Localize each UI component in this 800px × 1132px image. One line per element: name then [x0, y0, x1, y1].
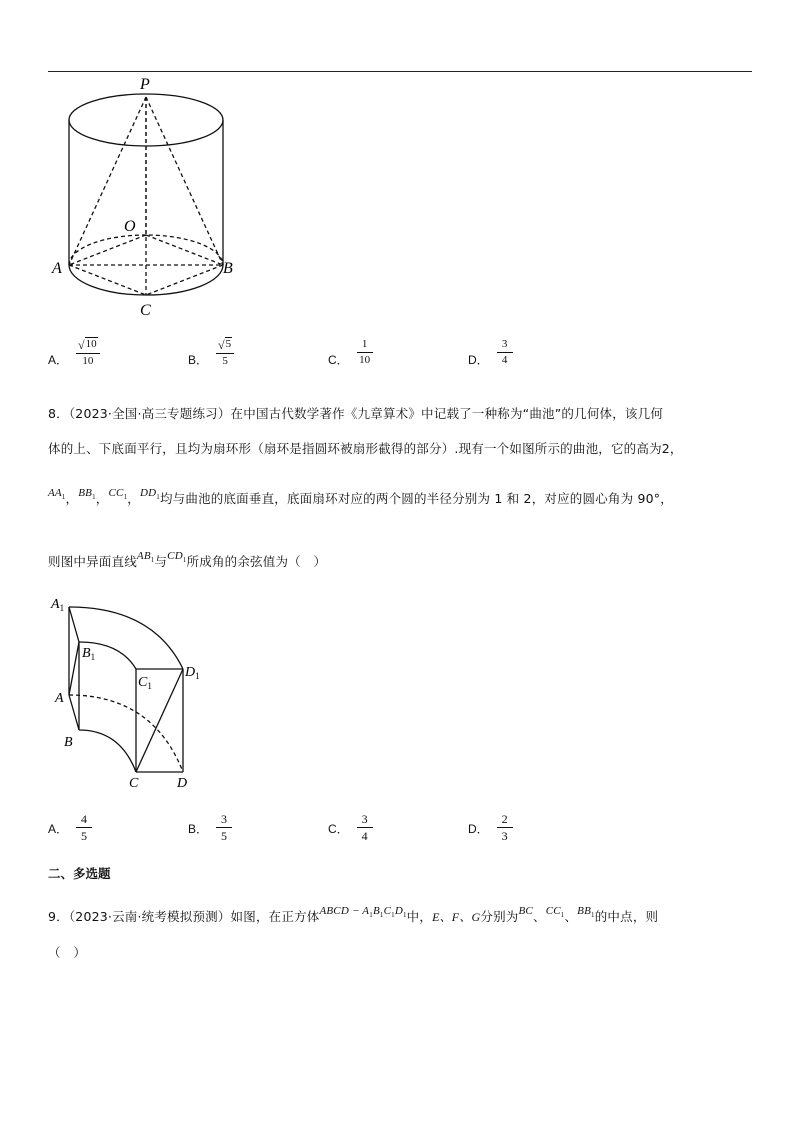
option-letter: B．: [188, 353, 209, 367]
fig8-label-C1: $C_1$: [138, 675, 152, 691]
q8-curved-pool-figure: [48, 592, 208, 792]
fraction-numerator: 3: [497, 339, 513, 353]
q7-option-d[interactable]: [468, 337, 513, 368]
math-AB1: $AB_1$: [136, 550, 155, 565]
fig7-label-O: O: [124, 218, 136, 235]
option-fraction: [497, 813, 513, 842]
q7-options: [48, 337, 748, 377]
option-letter: A．: [48, 353, 69, 367]
q8-line-3-rest: 均与曲池的底面垂直，底面扇环对应的两个圆的半径分别为 1 和 2，对应的圆心角为 90°，: [159, 491, 673, 506]
option-letter: D．: [468, 822, 489, 837]
edge-AB: [69, 695, 79, 730]
sqrt-radicand: 10: [85, 338, 97, 351]
math-BB1: $BB_1$: [577, 905, 595, 920]
q7-option-c[interactable]: [328, 337, 373, 368]
option-letter: C．: [328, 822, 349, 837]
option-letter: D．: [468, 353, 489, 367]
fraction-numerator: 3: [357, 813, 373, 828]
fig8-label-B: B: [64, 735, 73, 750]
fraction-numerator: 3: [216, 813, 232, 828]
fraction-denominator: 4: [361, 828, 368, 843]
fig8-label-B1: $B_1$: [82, 646, 96, 662]
option-fraction: √ 10 10: [76, 337, 100, 367]
cone-edge-PA: [69, 97, 146, 265]
option-letter: A．: [48, 822, 69, 837]
option-fraction: [216, 813, 232, 842]
fraction-denominator: 3: [501, 828, 508, 843]
fig7-label-B: B: [223, 260, 233, 277]
fraction-denominator: 4: [501, 353, 508, 366]
fraction-denominator: 5: [222, 355, 228, 368]
option-fraction: √ 5 5: [216, 337, 234, 367]
section-title-multiple-choice: 二、多选题: [48, 866, 111, 881]
fraction-denominator: 10: [359, 353, 371, 366]
option-letter: C．: [328, 353, 349, 367]
q8-line-3: $AA_1$，$BB_1$，$CC_1$，$DD_1$均与曲池的底面垂直，底面扇环对应的两个圆的半径分别为 1 和 2，对应的圆心角为 90°，: [48, 487, 673, 506]
fig8-label-A: A: [55, 691, 64, 706]
math-CD1: $CD_1$: [167, 550, 187, 565]
fraction-numerator: 4: [76, 813, 92, 828]
fig8-label-C: C: [129, 776, 139, 791]
option-fraction: [497, 339, 513, 366]
q8-option-b[interactable]: [188, 813, 232, 842]
sqrt-radicand: 5: [225, 338, 232, 351]
fig7-label-C: C: [140, 302, 151, 319]
fig7-label-P: P: [140, 76, 150, 93]
q9-line-2: （ ）: [48, 945, 87, 960]
fraction-denominator: 5: [81, 828, 88, 843]
q9-line-1: 9．（2023·云南·统考模拟预测）如图，在正方体ABCD − $A_1B_1C_1D_1$中，E、F、G分别为BC、$CC_1$、$BB_1$的中点，则: [48, 905, 659, 924]
option-fraction: [76, 813, 92, 842]
q7-option-a[interactable]: [48, 337, 100, 368]
edge-A1B1: [69, 607, 79, 642]
q8-line-4: 则图中异面直线$AB_1$与$CD_1$所成角的余弦值为（ ）: [48, 550, 327, 569]
fig8-label-A1: $A_1$: [51, 597, 65, 613]
fraction-numerator: 1: [357, 339, 373, 353]
fig7-label-A: A: [52, 260, 62, 277]
math-BB1: $BB_1$: [78, 487, 96, 502]
q8-option-a[interactable]: [48, 813, 92, 842]
q8-option-c[interactable]: [328, 813, 373, 842]
segment-AB1: [69, 642, 79, 695]
math-cube-name: ABCD − $A_1B_1C_1D_1$: [319, 905, 407, 920]
q8-options: [48, 813, 748, 853]
q8-line-2: 体的上、下底面平行，且均为扇环形（扇环是指圆环被扇形截得的部分）.现有一个如图所示的曲池，它的高为2，: [48, 441, 683, 456]
math-CC1: $CC_1$: [108, 487, 128, 502]
inner-bottom-arc: [79, 730, 136, 772]
option-letter: B．: [188, 822, 209, 837]
math-EFG: E、F、G: [432, 910, 481, 924]
cone-edge-PB: [146, 97, 223, 265]
math-DD1: $DD_1$: [139, 487, 160, 502]
q7-option-b[interactable]: [188, 337, 234, 368]
q8-option-d[interactable]: [468, 813, 513, 842]
math-AA1: $AA_1$: [48, 487, 66, 502]
header-rule: [48, 71, 752, 72]
option-fraction: [357, 813, 373, 842]
fraction-denominator: 10: [82, 355, 94, 368]
math-CC1: $CC_1$: [545, 905, 565, 920]
q8-line-1: 8．（2023·全国·高三专题练习）在中国古代数学著作《九章算术》中记载了一种称为“曲池”的几何体，该几何: [48, 406, 664, 421]
fig8-label-D: D: [177, 776, 188, 791]
q7-cylinder-figure: [50, 75, 250, 320]
fig8-label-D1: $D_1$: [185, 665, 200, 681]
option-fraction: [357, 339, 373, 366]
fraction-numerator: 2: [497, 813, 513, 828]
fraction-denominator: 5: [221, 828, 228, 843]
math-BC: BC: [518, 905, 533, 917]
